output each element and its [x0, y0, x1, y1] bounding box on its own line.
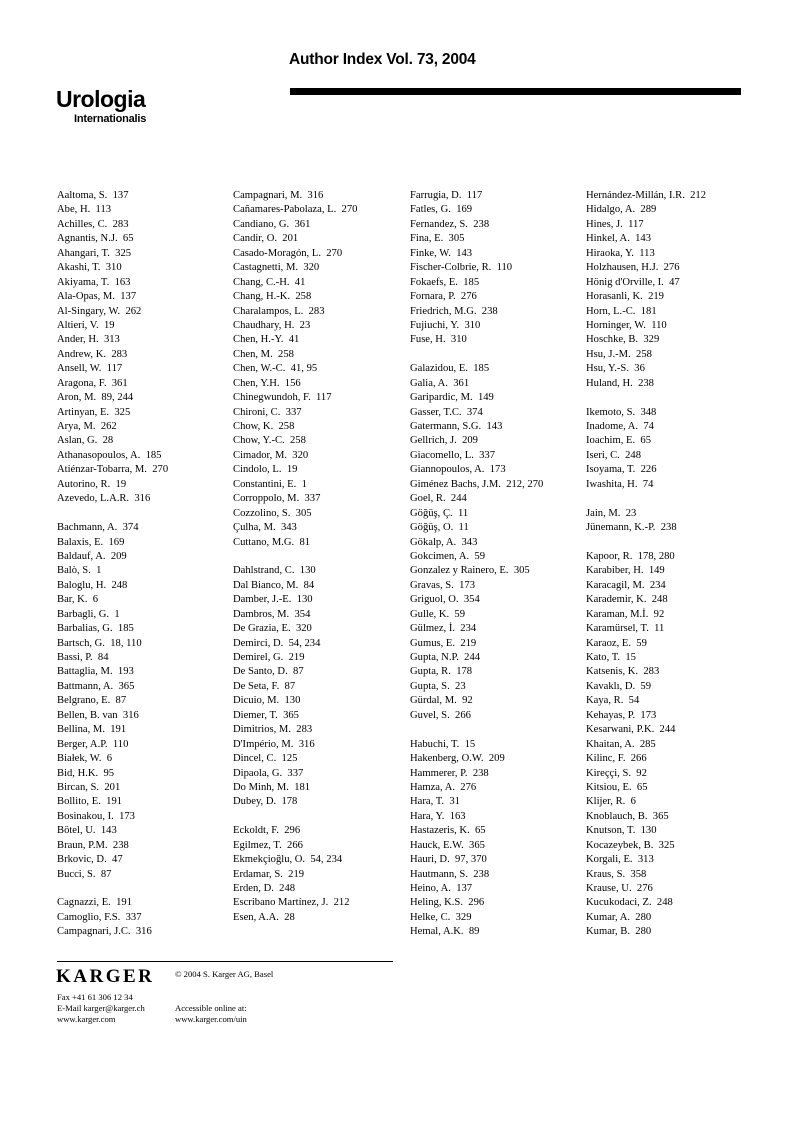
author-entry: Demirci, D. 54, 234 — [233, 637, 321, 649]
author-entry: Bar, K. 6 — [57, 594, 99, 606]
author-entry: Hara, T. 31 — [410, 796, 460, 808]
author-entry: Diemer, T. 365 — [233, 709, 299, 721]
section-gap — [233, 810, 409, 824]
author-entry: Bircan, S. 201 — [57, 781, 121, 793]
author-entry: Kireççi, S. 92 — [586, 767, 647, 779]
author-entry: Hastazeris, K. 65 — [410, 825, 486, 837]
author-entry: Gokcimen, A. 59 — [410, 550, 486, 562]
author-entry: Guvel, S. 266 — [410, 709, 471, 721]
author-entry: Göğüş, O. 11 — [410, 522, 469, 534]
author-entry: Escribano Martínez, J. 212 — [233, 897, 350, 909]
author-entry: Hautmann, S. 238 — [410, 868, 490, 880]
author-entry: Fina, E. 305 — [410, 233, 465, 245]
author-entry: Kehayas, P. 173 — [586, 709, 657, 721]
author-entry: Bellina, M. 191 — [57, 724, 127, 736]
author-entry: Baldauf, A. 209 — [57, 550, 127, 562]
footer-rule — [57, 961, 393, 962]
author-entry: Goel, R. 244 — [410, 493, 467, 505]
author-entry: Ahangari, T. 325 — [57, 247, 132, 259]
author-entry: Ekmekçioğlu, O. 54, 234 — [233, 854, 343, 866]
section-gap — [57, 507, 233, 521]
author-entry: Aron, M. 89, 244 — [57, 392, 134, 404]
author-entry: Fuse, H. 310 — [410, 334, 467, 346]
author-entry: Hsu, Y.-S. 36 — [586, 363, 645, 375]
author-entry: Casado-Moragón, L. 270 — [233, 247, 343, 259]
author-entry: Cañamares-Pabolaza, L. 270 — [233, 204, 358, 216]
author-entry: Kaya, R. 54 — [586, 695, 640, 707]
journal-logo-subtitle: Internationalis — [74, 113, 147, 125]
author-entry: Dubey, D. 178 — [233, 796, 298, 808]
author-entry: Hiraoka, Y. 113 — [586, 247, 655, 259]
author-entry: Kumar, B. 280 — [586, 926, 652, 938]
section-gap — [410, 723, 586, 737]
author-entry: Chang, C.-H. 41 — [233, 276, 306, 288]
copyright-notice: © 2004 S. Karger AG, Basel — [175, 969, 274, 979]
author-entry: Khaitan, A. 285 — [586, 738, 656, 750]
author-entry: Campagnari, J.C. 316 — [57, 926, 152, 938]
author-entry: Hsu, J.-M. 258 — [586, 348, 652, 360]
author-entry: Fujiuchi, Y. 310 — [410, 319, 481, 331]
author-entry: Friedrich, M.G. 238 — [410, 305, 498, 317]
author-entry: Kato, T. 15 — [586, 652, 636, 663]
author-entry: Egilmez, T. 266 — [233, 839, 303, 851]
author-entry: Holzhausen, H.J. 276 — [586, 262, 680, 274]
author-entry: Giacomello, L. 337 — [410, 449, 496, 461]
author-entry: Bosinakou, I. 173 — [57, 810, 135, 822]
author-entry: Eckoldt, F. 296 — [233, 825, 301, 837]
section-gap — [586, 536, 762, 550]
author-entry: Charalampos, L. 283 — [233, 305, 325, 317]
author-entry: Aaltoma, S. 137 — [57, 190, 129, 201]
author-entry: Cagnazzi, E. 191 — [57, 897, 133, 909]
author-entry: Çulha, M. 343 — [233, 522, 297, 534]
author-entry: Chen, M. 258 — [233, 348, 294, 360]
author-entry: Castagnetti, M. 320 — [233, 262, 320, 274]
author-entry: Gürdal, M. 92 — [410, 695, 473, 707]
author-entry: Kavaklı, D. 59 — [586, 680, 652, 692]
author-entry: Chironi, C. 337 — [233, 406, 302, 418]
author-column-3 — [410, 189, 586, 940]
author-entry: Helke, C. 329 — [410, 911, 472, 923]
author-entry: Kapoor, R. 178, 280 — [586, 550, 675, 562]
author-entry: De Grazia, E. 320 — [233, 623, 312, 635]
author-entry: Do Minh, M. 181 — [233, 781, 311, 793]
page-title: Author Index Vol. 73, 2004 — [289, 51, 476, 68]
author-entry: Chang, H.-K. 258 — [233, 291, 312, 303]
author-entry: Knoblauch, B. 365 — [586, 810, 669, 822]
author-entry: Klijer, R. 6 — [586, 796, 636, 808]
author-entry: Artinyan, E. 325 — [57, 406, 131, 418]
author-entry: Bellen, B. van 316 — [57, 709, 139, 721]
author-entry: Erden, D. 248 — [233, 883, 296, 894]
author-entry: Kraus, S. 358 — [586, 868, 647, 880]
author-entry: Horn, L.-C. 181 — [586, 305, 657, 317]
author-entry: Bartsch, G. 18, 110 — [57, 637, 142, 649]
title-rule-bar — [290, 88, 741, 95]
author-entry: Kucukodaci, Z. 248 — [586, 897, 673, 909]
author-entry: Dicuio, M. 130 — [233, 695, 301, 707]
author-entry: Bollito, E. 191 — [57, 796, 123, 808]
author-entry: Barbagli, G. 1 — [57, 608, 120, 620]
author-entry: Fischer-Colbrie, R. 110 — [410, 262, 513, 274]
author-entry: Barbalias, G. 185 — [57, 623, 134, 635]
author-entry: Esen, A.A. 28 — [233, 911, 295, 923]
journal-logo: Urologia — [56, 86, 146, 112]
author-entry: Altieri, V. 19 — [57, 319, 115, 331]
author-entry: Bachmann, A. 374 — [57, 522, 139, 534]
author-entry: Huland, H. 238 — [586, 377, 654, 389]
author-entry: Gülmez, İ. 234 — [410, 623, 477, 635]
author-entry: Inadome, A. 74 — [586, 421, 654, 432]
author-entry: Jain, M. 23 — [586, 507, 637, 519]
author-entry: Chen, H.-Y. 41 — [233, 334, 300, 346]
section-gap — [586, 492, 762, 506]
author-entry: Hidalgo, A. 289 — [586, 204, 657, 216]
author-entry: Kesarwani, P.K. 244 — [586, 724, 676, 736]
author-entry: Hakenberg, O.W. 209 — [410, 753, 505, 765]
author-entry: Galazidou, E. 185 — [410, 363, 490, 375]
author-entry: Hauri, D. 97, 370 — [410, 854, 487, 866]
author-entry: Bid, H.K. 95 — [57, 767, 115, 779]
publisher-logo: KARGER — [56, 966, 155, 987]
author-entry: Balaxis, E. 169 — [57, 536, 125, 548]
author-entry: Horasanli, K. 219 — [586, 291, 664, 303]
author-entry: Białek, W. 6 — [57, 753, 113, 765]
author-entry: Hinkel, A. 143 — [586, 233, 652, 245]
author-entry: Katsenis, K. 283 — [586, 666, 660, 678]
author-entry: Heino, A. 137 — [410, 883, 473, 894]
author-entry: Gumus, E. 219 — [410, 637, 477, 649]
author-entry: Hönig d'Orville, I. 47 — [586, 276, 680, 288]
author-entry: Göğüş, Ç. 11 — [410, 507, 469, 519]
author-entry: Dincel, C. 125 — [233, 753, 298, 765]
author-entry: Karaoz, E. 59 — [586, 637, 647, 649]
author-entry: Karabiber, H. 149 — [586, 565, 665, 577]
author-entry: Cimador, M. 320 — [233, 449, 309, 461]
author-entry: Aslan, G. 28 — [57, 435, 114, 447]
author-entry: Akiyama, T. 163 — [57, 276, 131, 288]
author-entry: Dahlstrand, C. 130 — [233, 565, 316, 577]
author-entry: De Seta, F. 87 — [233, 680, 296, 692]
author-entry: Camoglio, F.S. 337 — [57, 911, 142, 923]
author-entry: Gupta, S. 23 — [410, 680, 466, 692]
author-entry: Al-Singary, W. 262 — [57, 305, 142, 317]
author-entry: Abe, H. 113 — [57, 204, 112, 216]
author-entry: Karaman, M.İ. 92 — [586, 608, 665, 620]
author-entry: Finke, W. 143 — [410, 247, 473, 259]
author-entry: Giannopoulos, A. 173 — [410, 464, 506, 476]
author-entry: Andrew, K. 283 — [57, 348, 128, 360]
author-entry: Hernández-Millán, I.R. 212 — [586, 190, 707, 201]
author-entry: Kumar, A. 280 — [586, 911, 652, 923]
author-entry: Fornara, P. 276 — [410, 291, 477, 303]
author-entry: Braun, P.M. 238 — [57, 839, 129, 851]
author-entry: Aragona, F. 361 — [57, 377, 128, 389]
author-entry: Iseri, C. 248 — [586, 449, 642, 461]
author-entry: Berger, A.P. 110 — [57, 738, 129, 750]
author-entry: Dambros, M. 354 — [233, 608, 311, 620]
author-entry: Achilles, C. 283 — [57, 218, 129, 230]
author-entry: Farrugia, D. 117 — [410, 190, 483, 201]
author-entry: Constantini, E. 1 — [233, 478, 307, 490]
author-entry: Brkovic, D. 47 — [57, 854, 123, 866]
author-entry: Hemal, A.K. 89 — [410, 926, 480, 938]
author-entry: Ioachim, E. 65 — [586, 435, 652, 447]
author-entry: Chow, K. 258 — [233, 421, 295, 432]
author-entry: Dal Bianco, M. 84 — [233, 579, 315, 591]
author-entry: Karademir, K. 248 — [586, 594, 668, 606]
author-entry: De Santo, D. 87 — [233, 666, 304, 678]
author-entry: Horninger, W. 110 — [586, 319, 667, 331]
author-entry: Campagnari, M. 316 — [233, 190, 324, 201]
author-entry: Chow, Y.-C. 258 — [233, 435, 306, 447]
author-entry: Fokaefs, E. 185 — [410, 276, 480, 288]
author-entry: Demirel, G. 219 — [233, 652, 305, 663]
author-entry: Habuchi, T. 15 — [410, 738, 476, 750]
section-gap — [57, 882, 233, 896]
section-gap — [586, 391, 762, 405]
author-entry: Iwashita, H. 74 — [586, 478, 654, 490]
author-entry: Chaudhary, H. 23 — [233, 319, 311, 331]
author-entry: Gravas, S. 173 — [410, 579, 476, 591]
author-entry: Gatermann, S.G. 143 — [410, 421, 503, 432]
author-entry: Hauck, E.W. 365 — [410, 839, 485, 851]
author-entry: Griguol, O. 354 — [410, 594, 480, 606]
author-entry: Candiano, G. 361 — [233, 218, 311, 230]
author-entry: Arya, M. 262 — [57, 421, 117, 432]
author-entry: Gupta, R. 178 — [410, 666, 473, 678]
author-entry: Jünemann, K.-P. 238 — [586, 522, 677, 534]
author-entry: Athanasopoulos, A. 185 — [57, 449, 162, 461]
online-access-label: Accessible online at: — [175, 1003, 247, 1013]
author-entry: Balò, S. 1 — [57, 565, 102, 577]
author-entry: Battaglia, M. 193 — [57, 666, 134, 678]
author-entry: Garipardic, M. 149 — [410, 392, 494, 404]
author-entry: Atiénzar-Tobarra, M. 270 — [57, 464, 169, 476]
author-entry: Candir, O. 201 — [233, 233, 299, 245]
section-gap — [410, 348, 586, 362]
author-entry: Kocazeybek, B. 325 — [586, 839, 675, 851]
author-entry: Dipaola, G. 337 — [233, 767, 304, 779]
author-entry: Hamza, A. 276 — [410, 781, 477, 793]
author-entry: Isoyama, T. 226 — [586, 464, 657, 476]
author-column-2 — [233, 189, 409, 925]
publisher-email: E-Mail karger@karger.ch — [57, 1003, 145, 1013]
author-entry: D'Império, M. 316 — [233, 738, 315, 750]
author-column-1 — [57, 189, 233, 940]
author-entry: Hara, Y. 163 — [410, 810, 466, 822]
author-entry: Hammerer, P. 238 — [410, 767, 489, 779]
author-entry: Battmann, A. 365 — [57, 680, 135, 692]
author-entry: Fatles, G. 169 — [410, 204, 473, 216]
author-entry: Kilinc, F. 266 — [586, 753, 647, 765]
author-entry: Gellrich, J. 209 — [410, 435, 478, 447]
author-entry: Azevedo, L.A.R. 316 — [57, 493, 151, 505]
author-entry: Baloglu, H. 248 — [57, 579, 128, 591]
publisher-fax: Fax +41 61 306 12 34 — [57, 992, 133, 1002]
author-entry: Chen, Y.H. 156 — [233, 377, 301, 389]
author-entry: Ansell, W. 117 — [57, 363, 123, 375]
author-entry: Autorino, R. 19 — [57, 478, 127, 490]
author-entry: Bucci, S. 87 — [57, 868, 112, 880]
author-entry: Fernandez, S. 238 — [410, 218, 490, 230]
author-entry: Knutson, T. 130 — [586, 825, 657, 837]
author-entry: Bassi, P. 84 — [57, 652, 109, 663]
author-entry: Gonzalez y Rainero, E. 305 — [410, 565, 530, 577]
author-entry: Ikemoto, S. 348 — [586, 406, 657, 418]
author-entry: Hoschke, B. 329 — [586, 334, 660, 346]
author-entry: Hines, J. 117 — [586, 218, 644, 230]
author-entry: Ander, H. 313 — [57, 334, 120, 346]
author-entry: Gökalp, A. 343 — [410, 536, 478, 548]
author-entry: Cozzolino, S. 305 — [233, 507, 312, 519]
author-entry: Cuttano, M.G. 81 — [233, 536, 311, 548]
author-entry: Erdamar, S. 219 — [233, 868, 305, 880]
author-entry: Gasser, T.C. 374 — [410, 406, 483, 418]
author-entry: Korgali, E. 313 — [586, 854, 654, 866]
author-entry: Akashi, T. 310 — [57, 262, 122, 274]
author-entry: Chen, W.-C. 41, 95 — [233, 363, 318, 375]
author-entry: Damber, J.-E. 130 — [233, 594, 313, 606]
author-entry: Ala-Opas, M. 137 — [57, 291, 137, 303]
author-entry: Cindolo, L. 19 — [233, 464, 298, 476]
author-entry: Heling, K.S. 296 — [410, 897, 485, 909]
online-access-url: www.karger.com/uin — [175, 1014, 247, 1024]
author-entry: Bötel, U. 143 — [57, 825, 117, 837]
author-entry: Chinegwundoh, F. 117 — [233, 392, 332, 404]
author-column-4 — [586, 189, 762, 940]
author-entry: Gupta, N.P. 244 — [410, 652, 481, 663]
author-entry: Gulle, K. 59 — [410, 608, 466, 620]
author-entry: Agnantis, N.J. 65 — [57, 233, 134, 245]
author-entry: Giménez Bachs, J.M. 212, 270 — [410, 478, 544, 490]
author-entry: Belgrano, E. 87 — [57, 695, 127, 707]
author-entry: Kitsiou, E. 65 — [586, 781, 648, 793]
author-entry: Dimitrios, M. 283 — [233, 724, 313, 736]
section-gap — [233, 550, 409, 564]
author-entry: Krause, U. 276 — [586, 883, 653, 894]
author-entry: Galia, A. 361 — [410, 377, 470, 389]
author-entry: Corroppolo, M. 337 — [233, 493, 321, 505]
publisher-website: www.karger.com — [57, 1014, 116, 1024]
author-entry: Karacagil, M. 234 — [586, 579, 666, 591]
author-entry: Karamürsel, T. 11 — [586, 623, 665, 635]
